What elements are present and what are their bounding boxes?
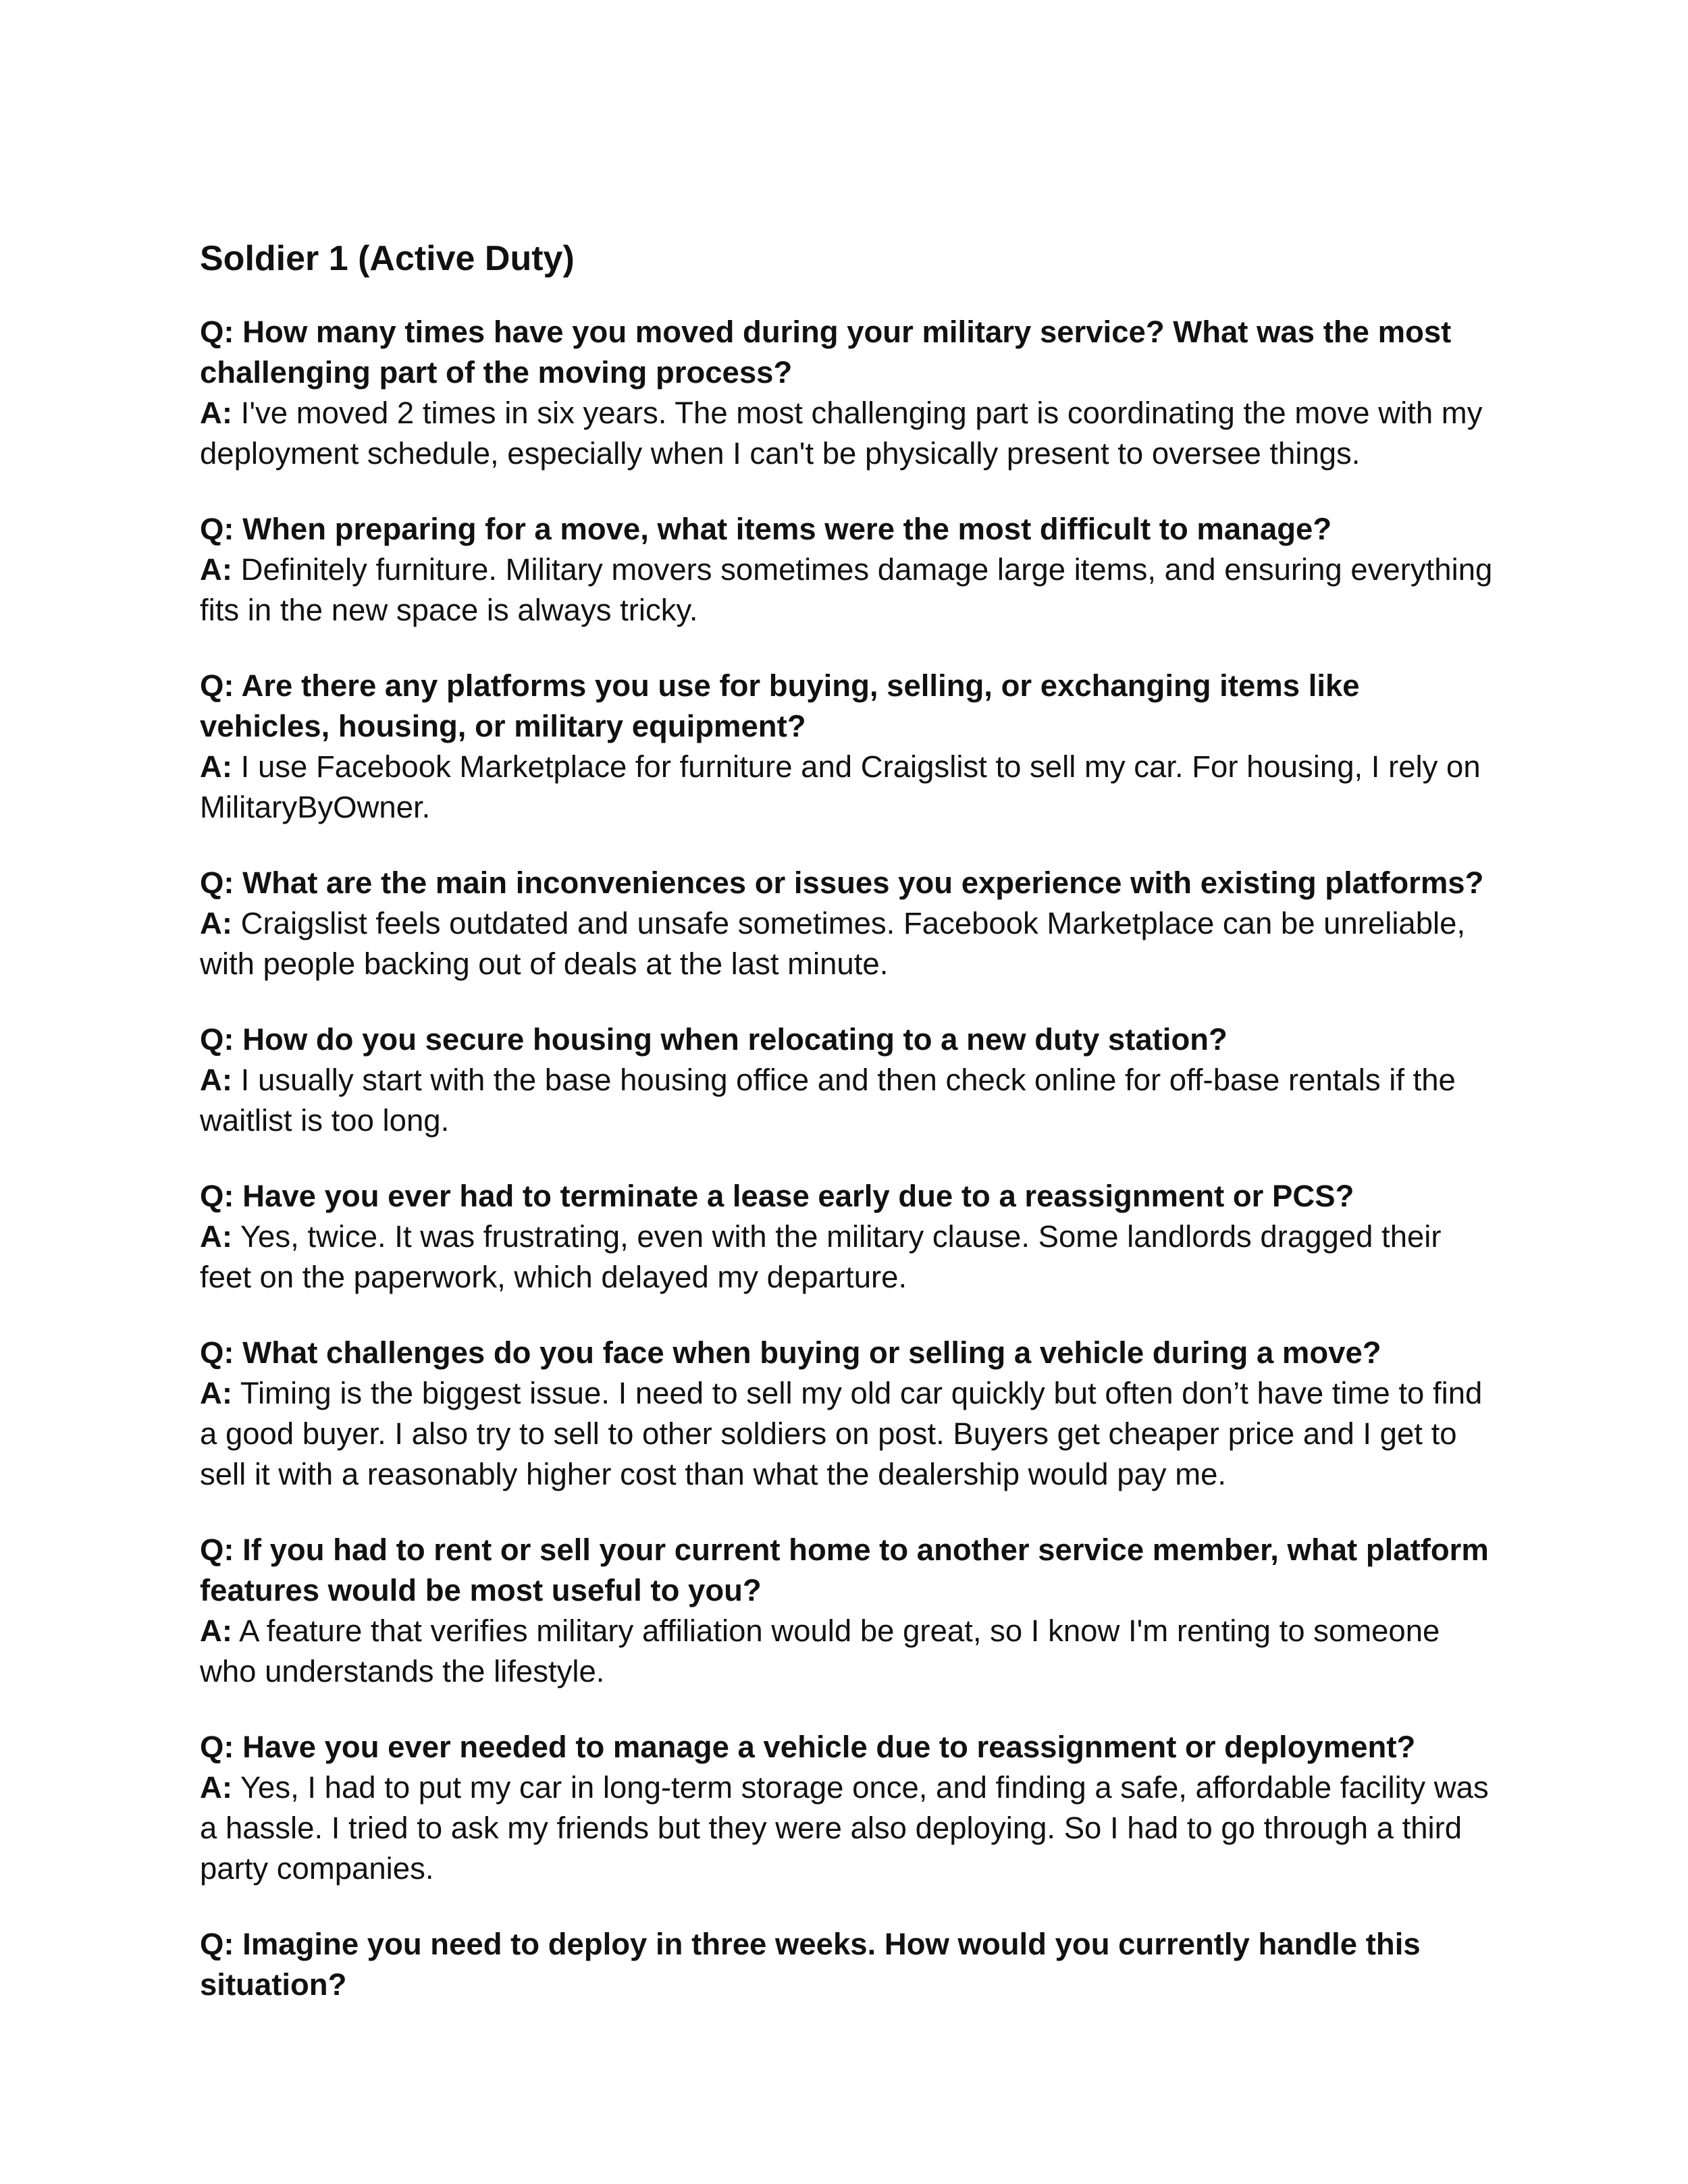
question-text: Q: What challenges do you face when buying or selling a vehicle during a move? [200, 1335, 1381, 1370]
qa-item [200, 1176, 1496, 1298]
answer-paragraph [200, 1767, 1496, 1889]
answer-paragraph [200, 903, 1496, 984]
qa-item [200, 1333, 1496, 1495]
answer-text: Definitely furniture. Military movers sometimes damage large items, and ensuring everything fits in the new space is always tricky. [200, 552, 1493, 627]
answer-prefix: A: [200, 396, 233, 430]
answer-prefix: A: [200, 1770, 233, 1805]
answer-text: Yes, I had to put my car in long-term storage once, and finding a safe, affordable facility was a hassle. I tried to ask my friends but they were also deploying. So I had to go through a third party companies. [200, 1770, 1489, 1886]
qa-item [200, 1727, 1496, 1889]
answer-text: Yes, twice. It was frustrating, even with the military clause. Some landlords dragged their feet on the paperwork, which delayed my departure. [200, 1219, 1442, 1294]
qa-list [200, 312, 1496, 2005]
answer-text: A feature that verifies military affiliation would be great, so I know I'm renting to someone who understands the lifestyle. [200, 1614, 1440, 1688]
answer-prefix: A: [200, 906, 233, 940]
question-text: Q: Have you ever had to terminate a lease early due to a reassignment or PCS? [200, 1179, 1354, 1213]
answer-paragraph [200, 1217, 1496, 1298]
qa-item [200, 666, 1496, 828]
answer-prefix: A: [200, 1614, 233, 1648]
answer-text: I've moved 2 times in six years. The most challenging part is coordinating the move with my deployment schedule, especially when I can't be physically present to oversee things. [200, 396, 1483, 471]
answer-prefix: A: [200, 1219, 233, 1254]
answer-paragraph [200, 747, 1496, 828]
answer-text: Timing is the biggest issue. I need to sell my old car quickly but often don’t have time to find a good buyer. I also try to sell to other soldiers on post. Buyers get cheaper price and I get to sell it with a reasonably higher cost than what the dealership would pay me. [200, 1376, 1483, 1491]
answer-text: I use Facebook Marketplace for furniture and Craigslist to sell my car. For housing, I rely on MilitaryByOwner. [200, 749, 1481, 824]
qa-item [200, 863, 1496, 984]
document-body [200, 235, 1496, 2040]
answer-text: Craigslist feels outdated and unsafe sometimes. Facebook Marketplace can be unreliable, with people backing out of deals at the last minute. [200, 906, 1466, 981]
answer-prefix: A: [200, 552, 233, 587]
answer-paragraph [200, 1060, 1496, 1141]
qa-item [200, 1924, 1496, 2005]
question-text: Q: What are the main inconveniences or issues you experience with existing platforms? [200, 865, 1484, 900]
answer-paragraph [200, 393, 1496, 474]
qa-item [200, 1019, 1496, 1141]
answer-paragraph [200, 1373, 1496, 1495]
document-title: Soldier 1 (Active Duty) [200, 239, 575, 278]
question-text: Q: Are there any platforms you use for buying, selling, or exchanging items like vehicles, housing, or military equipment? [200, 668, 1360, 743]
answer-text: I usually start with the base housing office and then check online for off-base rentals if the waitlist is too long. [200, 1063, 1456, 1138]
answer-paragraph [200, 1611, 1496, 1692]
question-text: Q: If you had to rent or sell your current home to another service member, what platform features would be most useful to you? [200, 1533, 1489, 1607]
answer-prefix: A: [200, 1063, 233, 1097]
qa-item [200, 1530, 1496, 1692]
answer-paragraph [200, 550, 1496, 631]
qa-item [200, 312, 1496, 474]
question-text: Q: Imagine you need to deploy in three weeks. How would you currently handle this situation? [200, 1927, 1421, 2002]
question-text: Q: When preparing for a move, what items were the most difficult to manage? [200, 512, 1332, 546]
qa-item [200, 509, 1496, 631]
question-text: Q: How many times have you moved during your military service? What was the most challenging part of the moving process? [200, 315, 1452, 390]
question-text: Q: How do you secure housing when relocating to a new duty station? [200, 1022, 1228, 1057]
question-text: Q: Have you ever needed to manage a vehicle due to reassignment or deployment? [200, 1730, 1416, 1764]
answer-prefix: A: [200, 1376, 233, 1410]
answer-prefix: A: [200, 749, 233, 784]
